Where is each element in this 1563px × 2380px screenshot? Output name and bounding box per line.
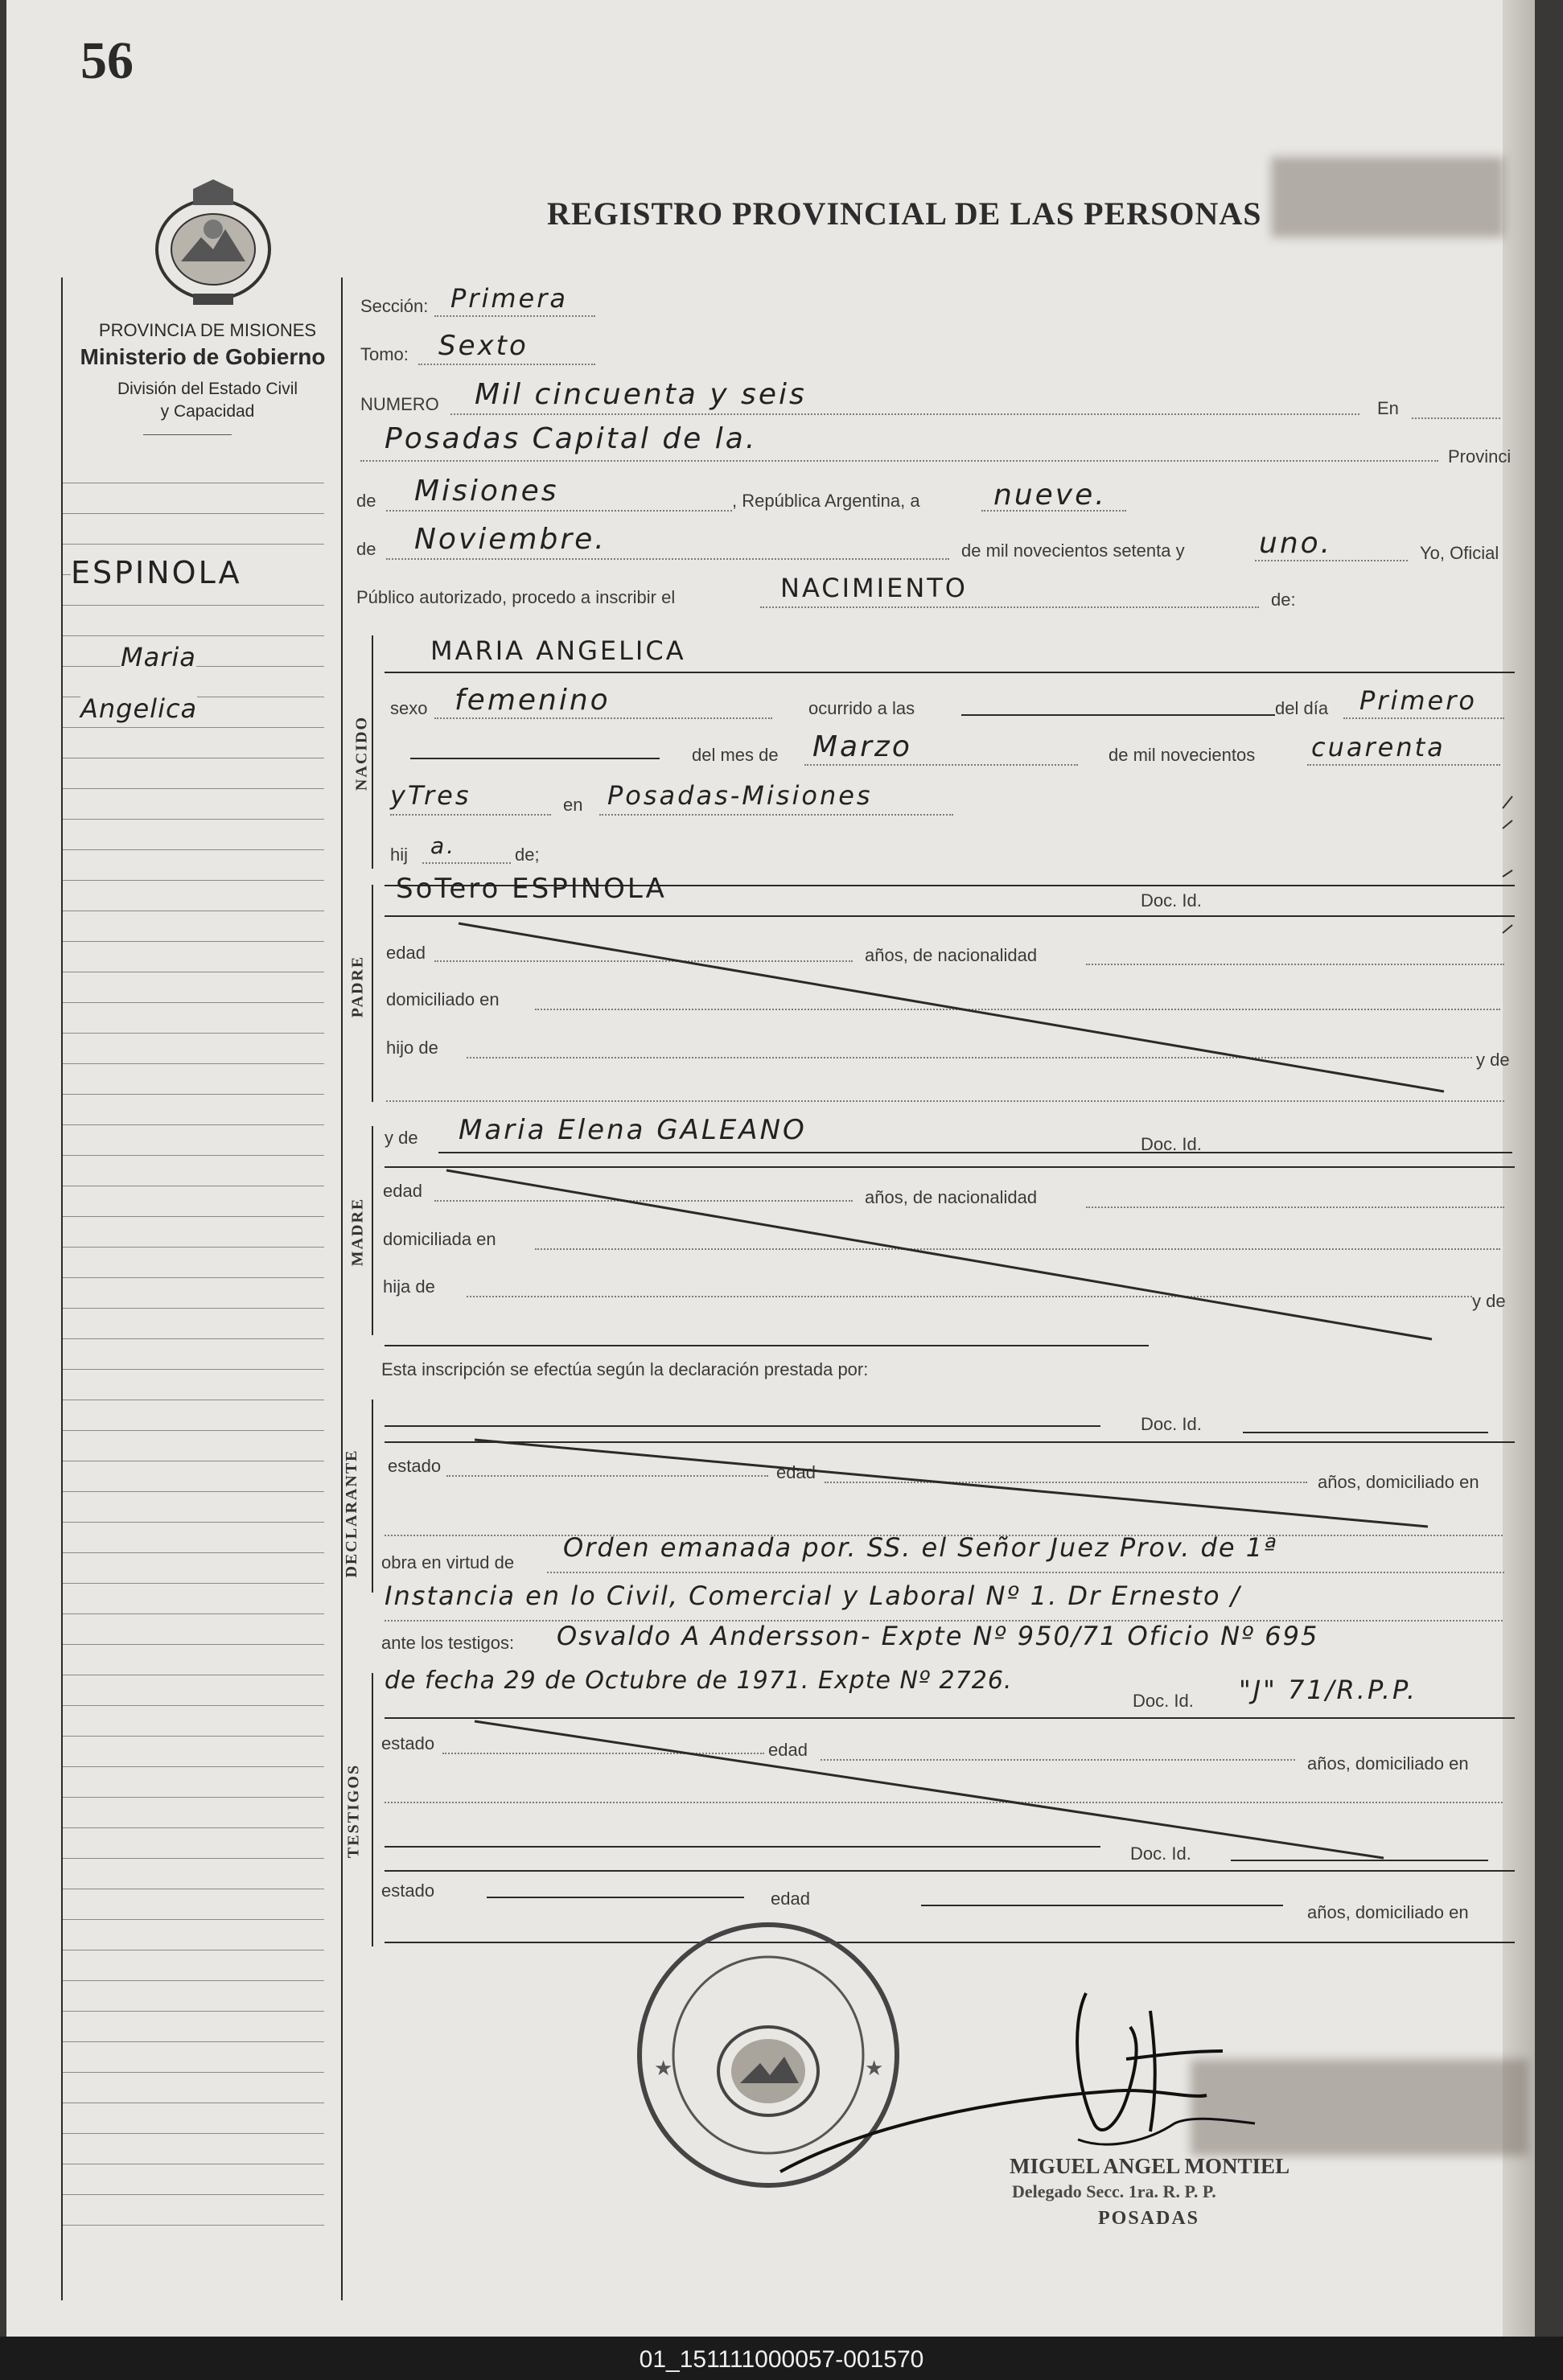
deldia-label: del día (1275, 698, 1329, 718)
ante-value: Osvaldo A Andersson- Expte Nº 950/71 Oficio Nº 695 (557, 1621, 1319, 1651)
numero-label: NUMERO (360, 394, 439, 414)
declarante-edad-label: edad (776, 1462, 816, 1482)
margin-given-name-1: Maria (121, 642, 196, 672)
margin-surname: ESPINOLA (71, 555, 327, 590)
place-value: Posadas Capital de la. (385, 422, 758, 455)
madre-yde-label: y de (385, 1128, 418, 1148)
hij-value: a. (430, 832, 457, 859)
de2-label: de (356, 539, 376, 559)
obra-value: Orden emanada por. SS. el Señor Juez Prov. de 1ª (563, 1532, 1278, 1563)
de3-label: de: (1271, 590, 1296, 610)
scan-footer-bar (0, 2337, 1563, 2380)
madre-name-value: Maria Elena GALEANO (459, 1114, 807, 1146)
doc2-value: "J" 71/R.P.P. (1239, 1675, 1418, 1705)
anio-value-2: yTres (390, 780, 471, 811)
delmes-label: del mes de (692, 745, 779, 765)
en2-label: en (563, 795, 583, 815)
official-name: MIGUEL ANGEL MONTIEL (1010, 2154, 1290, 2178)
seccion-value: Primera (450, 283, 568, 314)
padre-yde-label: y de (1476, 1050, 1510, 1070)
day-value: nueve. (993, 479, 1107, 512)
declarante-doc-label: Doc. Id. (1141, 1414, 1202, 1434)
declarante-anios-label: años, domiciliado en (1318, 1472, 1479, 1492)
declarante-estado-label: estado (388, 1456, 442, 1476)
en-label: En (1377, 398, 1399, 418)
madre-dom-label: domiciliada en (383, 1229, 496, 1249)
act-value: NACIMIENTO (780, 573, 968, 603)
official-city: POSADAS (1098, 2208, 1200, 2229)
testigo1-edad-label: edad (768, 1740, 808, 1760)
padre-name-value: SoTero ESPINOLA (396, 873, 667, 905)
tomo-label: Tomo: (360, 344, 409, 364)
padre-edad-label: edad (386, 943, 426, 963)
obra-label: obra en virtud de (381, 1552, 515, 1572)
seccion-label: Sección: (360, 296, 429, 316)
testigo2-estado-label: estado (381, 1881, 435, 1901)
declaracion-intro: Esta inscripción se efectúa según la declaración prestada por: (381, 1359, 869, 1379)
fecha-value: de fecha 29 de Octubre de 1971. Expte Nº 2726. (385, 1667, 1013, 1695)
month-value: Noviembre. (414, 523, 607, 556)
testigo1-anios-label: años, domiciliado en (1307, 1753, 1469, 1774)
nacido-name-value: MARIA ANGELICA (430, 635, 686, 666)
svg-text:★: ★ (654, 2056, 673, 2080)
registry-title: REGISTRO PROVINCIAL DE LAS PERSONAS (547, 195, 1262, 232)
testigo1-estado-label: estado (381, 1733, 435, 1753)
publico-label: Público autorizado, procedo a inscribir el (356, 587, 676, 607)
ocurrido-label: ocurrido a las (808, 698, 915, 718)
scan-filename: 01_151111000057-001570 (639, 2346, 924, 2373)
madre-nac-label: años, de nacionalidad (865, 1187, 1038, 1207)
ministry-name: Ministerio de Gobierno (80, 344, 326, 369)
madre-doc-label: Doc. Id. (1141, 1134, 1202, 1154)
obra-value-2: Instancia en lo Civil, Comercial y Laboral Nº 1. Dr Ernesto / (385, 1581, 1241, 1611)
testigo2-anios-label: años, domiciliado en (1307, 1902, 1469, 1922)
testigo2-edad-label: edad (771, 1889, 810, 1909)
svg-text:★: ★ (865, 2056, 884, 2080)
lugar-value: Posadas-Misiones (607, 780, 873, 811)
tomo-value: Sexto (438, 330, 529, 362)
ante-label: ante los testigos: (381, 1633, 515, 1653)
madre-yde2-label: y de (1472, 1291, 1506, 1311)
padre-dom-label: domiciliado en (386, 989, 500, 1009)
testigos-section-label: TESTIGOS (344, 1763, 363, 1859)
milnov2-label: de mil novecientos (1108, 745, 1256, 765)
dia-value: Primero (1359, 685, 1477, 716)
yo-label: Yo, Oficial (1420, 543, 1499, 563)
division-line-1: División del Estado Civil (117, 380, 298, 398)
testigo-doc-label: Doc. Id. (1130, 1844, 1191, 1864)
numero-value: Mil cincuenta y seis (475, 378, 807, 411)
padre-hijo-label: hijo de (386, 1038, 438, 1058)
declarante-section-label: DECLARANTE (343, 1449, 360, 1578)
padre-section-label: PADRE (348, 955, 367, 1018)
division-line-2: y Capacidad (160, 402, 255, 421)
hij-de-label: de; (515, 845, 540, 865)
nacido-section-label: NACIDO (352, 715, 371, 791)
madre-hija-label: hija de (383, 1276, 435, 1297)
de-label: de (356, 491, 376, 511)
page-number: 56 (80, 31, 134, 90)
province-name: PROVINCIA DE MISIONES (98, 320, 317, 340)
anio-value: cuarenta (1311, 732, 1446, 763)
year-value: uno. (1259, 527, 1333, 560)
sexo-value: femenino (455, 684, 611, 717)
misiones-value: Misiones (414, 475, 559, 508)
sexo-label: sexo (390, 698, 428, 718)
madre-edad-label: edad (383, 1181, 422, 1201)
milnov-label: de mil novecientos setenta y (961, 541, 1185, 561)
padre-nac-label: años, de nacionalidad (865, 945, 1038, 965)
doc2-label: Doc. Id. (1133, 1691, 1194, 1711)
mes-value: Marzo (812, 730, 912, 763)
margin-given-name-2: Angelica (80, 693, 198, 724)
hij-label: hij (390, 845, 409, 865)
madre-section-label: MADRE (348, 1197, 367, 1267)
padre-doc-label: Doc. Id. (1141, 890, 1202, 910)
official-role: Delegado Secc. 1ra. R. P. P. (1012, 2181, 1216, 2201)
republica-label: , República Argentina, a (732, 491, 920, 511)
provincia-label: Provinci (1448, 446, 1512, 467)
